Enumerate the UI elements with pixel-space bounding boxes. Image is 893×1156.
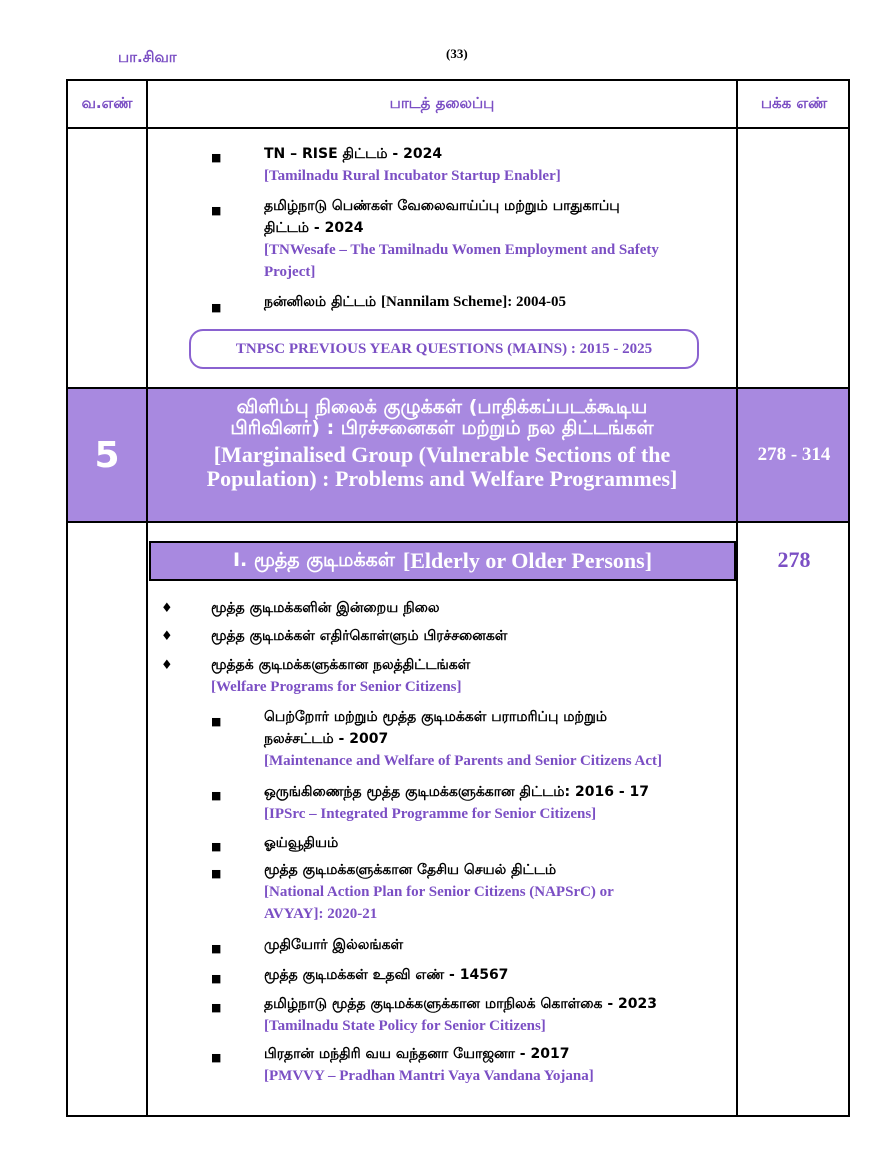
list-item: நன்னிலம் திட்டம் [Nannilam Scheme]: 2004-05 — [264, 294, 566, 310]
list-item: முதியோர் இல்லங்கள் — [264, 937, 404, 953]
unit-pages: 278 - 314 — [757, 444, 831, 465]
row-divider — [68, 127, 848, 129]
section-heading: I. மூத்த குடிமக்கள் [Elderly or Older Persons] — [149, 541, 736, 581]
diamond-bullet-icon: ♦ — [161, 658, 173, 673]
square-bullet-icon: ■ — [211, 789, 222, 802]
list-item: மூத்த குடிமக்களின் இன்றைய நிலை — [211, 600, 440, 616]
square-bullet-icon: ■ — [211, 972, 222, 985]
column-divider — [736, 81, 738, 1115]
list-item: மூத்தக் குடிமக்களுக்கான நலத்திட்டங்கள் [Welfare Programs for Senior Citizens] — [211, 657, 471, 695]
header-title: பாடத் தலைப்பு — [389, 94, 495, 112]
row-divider — [68, 521, 848, 523]
list-item: பெற்றோர் மற்றும் மூத்த குடிமக்கள் பராமரிப்பு மற்றும் நலச்சட்டம் - 2007 [Maintenance and Welfare of Parents and Senior Citizens Act] — [264, 709, 663, 769]
header-serial: வ.எண் — [81, 94, 133, 112]
list-item: TN – RISE திட்டம் - 2024 [Tamilnadu Rural Incubator Startup Enabler] — [264, 146, 561, 184]
contents-table — [66, 79, 850, 1117]
header-page: பக்க எண் — [760, 94, 828, 112]
square-bullet-icon: ■ — [211, 942, 222, 955]
square-bullet-icon: ■ — [211, 204, 222, 217]
square-bullet-icon: ■ — [211, 867, 222, 880]
page-number: (33) — [446, 46, 468, 61]
square-bullet-icon: ■ — [211, 301, 222, 314]
unit-number: 5 — [94, 434, 120, 476]
list-item: மூத்த குடிமக்களுக்கான தேசிய செயல் திட்டம் [National Action Plan for Senior Citizens (NAPSrC) or AVYAY]: 2020-21 — [264, 862, 614, 922]
list-item: மூத்த குடிமக்கள் எதிர்கொள்ளும் பிரச்சனைகள் — [211, 628, 508, 644]
list-item: பிரதான் மந்திரி வய வந்தனா யோஜனா - 2017 [PMVVY – Pradhan Mantri Vaya Vandana Yojana] — [264, 1046, 594, 1084]
list-item: ஒருங்கிணைந்த மூத்த குடிமக்களுக்கான திட்டம்: 2016 - 17 [IPSrc – Integrated Programme for Senior Citizens] — [264, 784, 650, 822]
unit-title: விளிம்பு நிலைக் குழுக்கள் (பாதிக்கப்படக்கூடிய பிரிவினர்) : பிரச்சனைகள் மற்றும் நல திட்டங்கள் [Marginalised Group (Vulnerable Sections of the Population) : Problems and Welfare Programmes] — [206, 396, 678, 491]
brand-name: பா.சிவா — [118, 48, 177, 66]
list-item: தமிழ்நாடு மூத்த குடிமக்களுக்கான மாநிலக் கொள்கை - 2023 [Tamilnadu State Policy for Senior Citizens] — [264, 996, 658, 1034]
list-item: ஓய்வூதியம் — [264, 835, 339, 851]
square-bullet-icon: ■ — [211, 1001, 222, 1014]
square-bullet-icon: ■ — [211, 840, 222, 853]
list-item: தமிழ்நாடு பெண்கள் வேலைவாய்ப்பு மற்றும் பாதுகாப்பு திட்டம் - 2024 [TNWesafe – The Tamilnadu Women Employment and Safety Project] — [264, 198, 659, 280]
column-divider — [146, 81, 148, 1115]
diamond-bullet-icon: ♦ — [161, 629, 173, 644]
section-page: 278 — [777, 547, 811, 572]
square-bullet-icon: ■ — [211, 151, 222, 164]
square-bullet-icon: ■ — [211, 1051, 222, 1064]
previous-year-questions-label: TNPSC PREVIOUS YEAR QUESTIONS (MAINS) : 2015 - 2025 — [189, 329, 699, 369]
list-item: மூத்த குடிமக்கள் உதவி எண் - 14567 — [264, 967, 509, 983]
square-bullet-icon: ■ — [211, 715, 222, 728]
diamond-bullet-icon: ♦ — [161, 601, 173, 616]
